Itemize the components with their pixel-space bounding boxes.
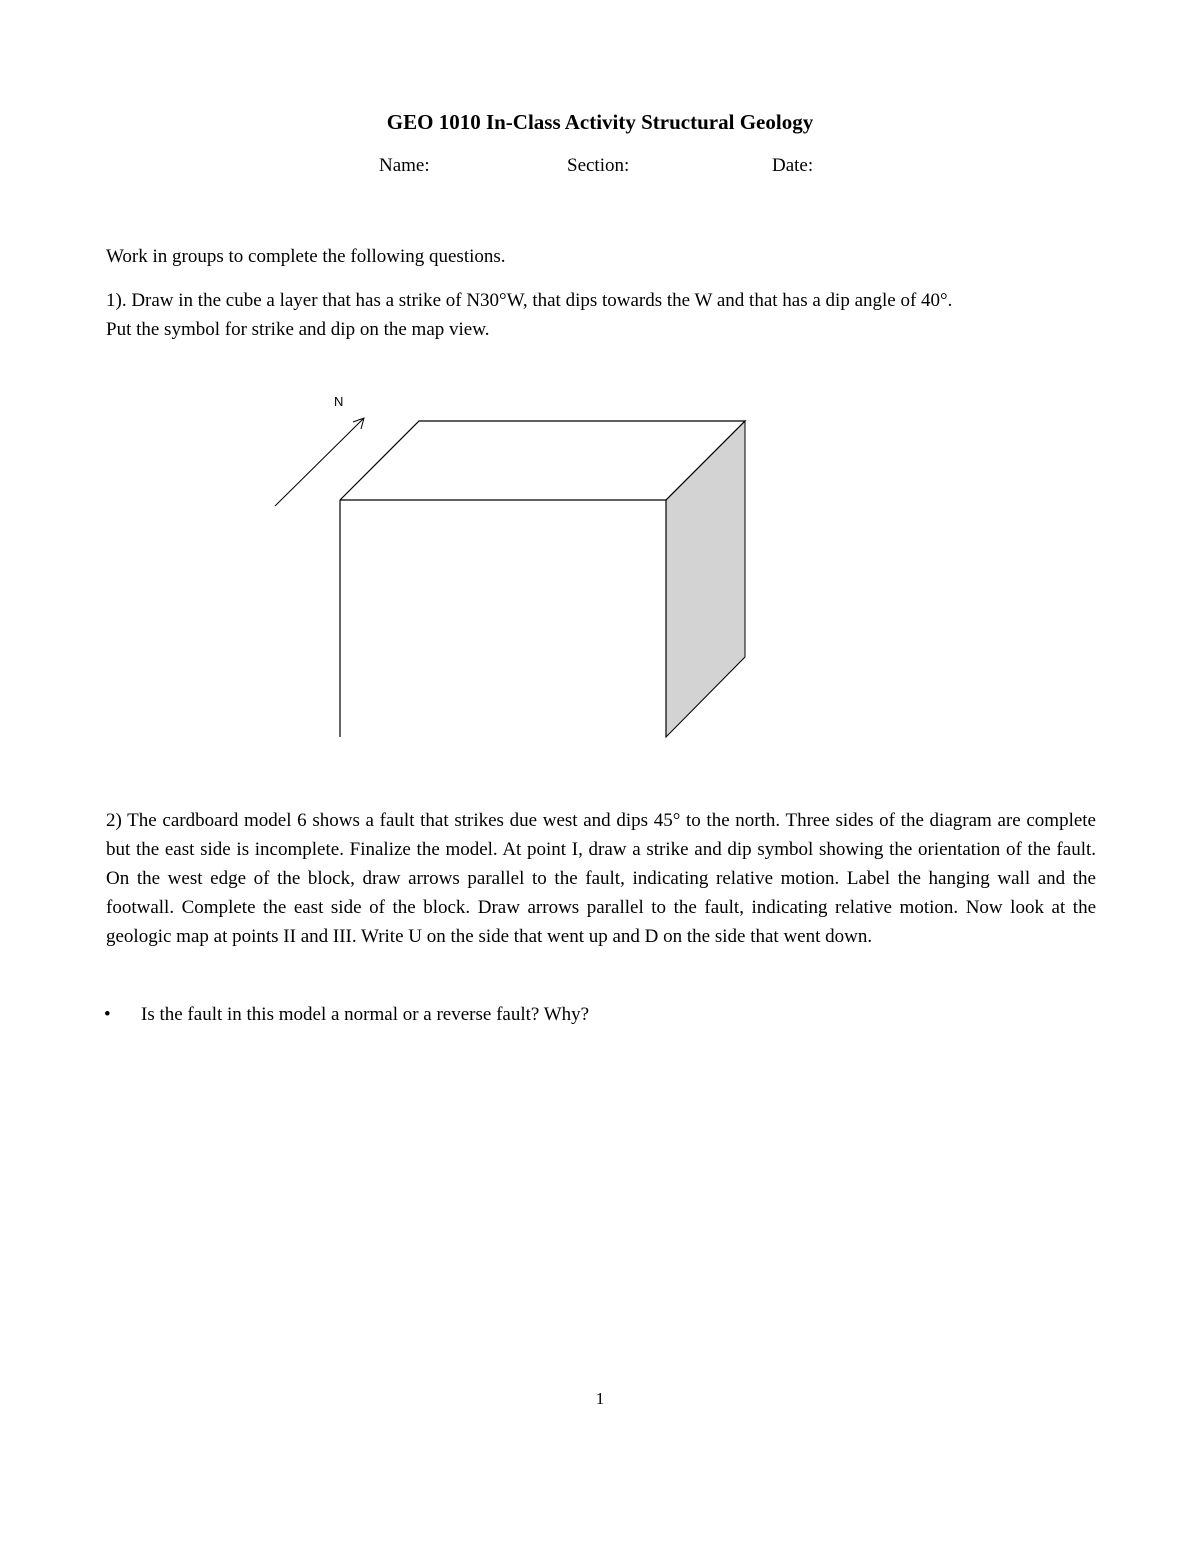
north-label: N <box>334 394 344 409</box>
bullet-point: • <box>104 1004 111 1025</box>
name-label: Name: <box>379 155 430 176</box>
block-east-face <box>666 421 745 737</box>
bullet-question: Is the fault in this model a normal or a reverse fault? Why? <box>141 1004 590 1025</box>
date-label: Date: <box>772 155 814 176</box>
intro-text: Work in groups to complete the following questions. <box>106 246 506 267</box>
block-diagram <box>260 380 760 750</box>
page-number: 1 <box>595 1389 605 1408</box>
section-label: Section: <box>567 155 630 176</box>
question-1-line-2: Put the symbol for strike and dip on the map view. <box>106 319 490 340</box>
question-1-line-1: 1). Draw in the cube a layer that has a strike of N30°W, that dips towards the W and that has a dip angle of 40°. <box>106 290 953 311</box>
question-2-text: 2) The cardboard model 6 shows a fault that strikes due west and dips 45° to the north. Three sides of the diagram are complete but the east side is incomplete. Finalize the model. At point I, draw a strike and dip symbol showing the orientation of the fault. On the west edge of the block, draw arrows parallel to the fault, indicating relative motion. Label the hanging wall and the footwall. Complete the east side of the block. Draw arrows parallel to the fault, indicating relative motion. Now look at the geologic map at points II and III. Write U on the side that went up and D on the side that went down. <box>106 810 1096 947</box>
north-arrow <box>275 418 364 506</box>
page-title: GEO 1010 In-Class Activity Structural Geology <box>386 110 814 134</box>
